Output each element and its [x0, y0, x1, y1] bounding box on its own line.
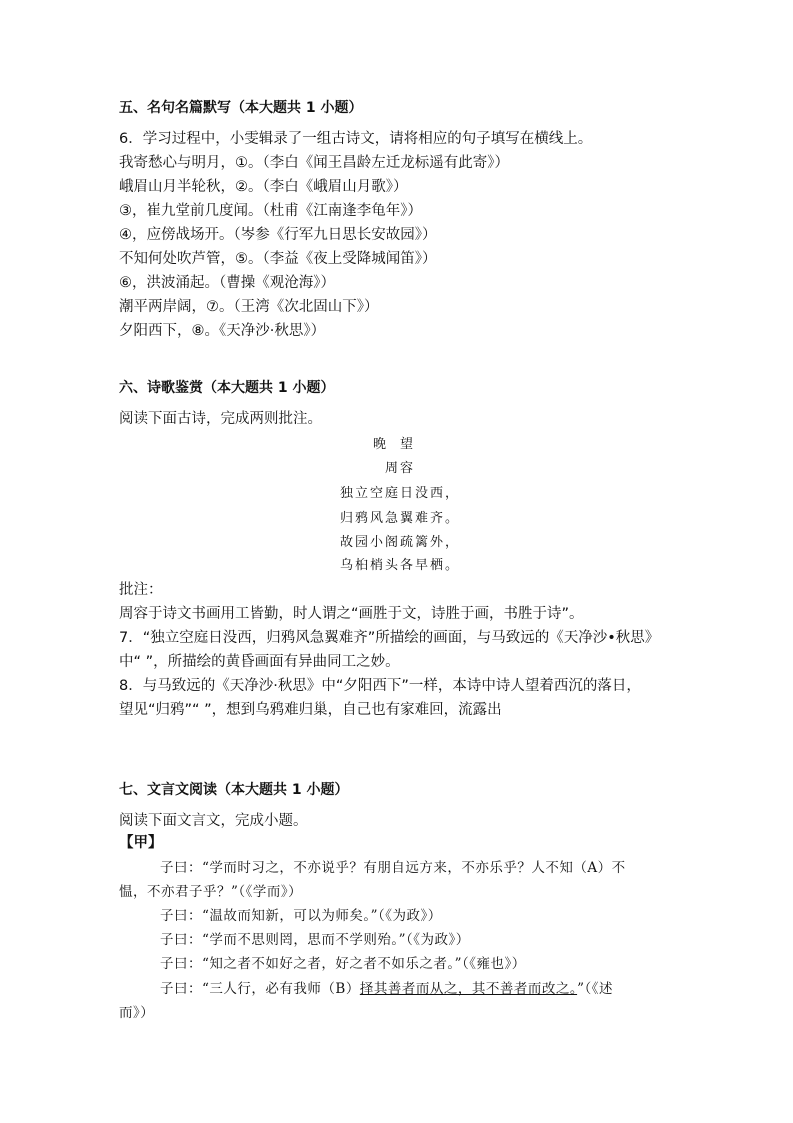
dictation-line-7: 潮平两岸阔，⑦。（王湾《次北固山下》）: [119, 299, 379, 315]
analects-line-6-start: 子曰：“三人行，必有我师（B）: [160, 981, 360, 997]
section-6-heading: 六、诗歌鉴赏（本大题共 1 小题）: [119, 380, 335, 396]
question-8-line-2: 望见“归鸦”“ ”，想到乌鸦难归巢，自己也有家难回，流露出: [119, 702, 502, 718]
question-8-line-1: 8．与马致远的《天净沙·秋思》中“夕阳西下”一样，本诗中诗人望着西沉的落日，: [119, 678, 641, 694]
part-jia-label: 【甲】: [119, 835, 163, 851]
question-7-line-2: 中“ ”，所描绘的黄昏画面有异曲同工之妙。: [119, 654, 400, 670]
dictation-line-2: 峨眉山月半轮秋，②。（李白《峨眉山月歌》）: [119, 179, 408, 195]
question-6-prompt: 6．学习过程中，小雯辑录了一组古诗文，请将相应的句子填写在横线上。: [119, 131, 593, 147]
dictation-line-3: ③，崔九堂前几度闻。（杜甫《江南逢李龟年》）: [119, 203, 422, 219]
poem-line-3: 故园小阁疏篱外，: [339, 535, 460, 550]
poem-title: 晚望: [372, 437, 427, 452]
analects-line-4: 子曰：“学而不思则罔，思而不学则殆。”（《为政》）: [160, 932, 470, 948]
poem-author: 周容: [384, 461, 415, 476]
poem-line-1: 独立空庭日没西，: [339, 486, 460, 501]
analects-line-6-end: ”（《述: [577, 981, 613, 997]
poem-line-4: 乌桕梢头各早栖。: [339, 558, 460, 573]
dictation-line-5: 不知何处吹芦管，⑤。（李益《夜上受降城闻笛》）: [119, 251, 437, 267]
analects-line-7: 而》）: [119, 1005, 155, 1021]
poem-line-2: 归鸦风急翼难齐。: [339, 511, 460, 526]
question-7-line-1: 7．“独立空庭日没西，归鸦风急翼难齐”所描绘的画面，与马致远的《天净沙•秋思》: [119, 630, 660, 646]
analects-line-1: 子曰：“学而时习之，不亦说乎？有朋自远方来，不亦乐乎？人不知（A）不: [160, 860, 626, 876]
annotation-text: 周容于诗文书画用工皆勤，时人谓之“画胜于文，诗胜于画，书胜于诗”。: [119, 606, 584, 622]
annotation-label: 批注：: [119, 582, 163, 598]
analects-line-5: 子曰：“知之者不如好之者，好之者不如乐之者。”（《雍也》）: [160, 956, 526, 972]
section-7-intro: 阅读下面文言文，完成小题。: [119, 813, 308, 829]
analects-line-2: 愠，不亦君子乎？”（《学而》）: [119, 884, 303, 900]
dictation-line-1: 我寄愁心与明月，①。（李白《闻王昌龄左迁龙标遥有此寄》）: [119, 155, 509, 171]
section-7-heading: 七、文言文阅读（本大题共 1 小题）: [119, 782, 349, 798]
dictation-line-4: ④，应傍战场开。（岑参《行军九日思长安故园》）: [119, 227, 437, 243]
section-6-intro: 阅读下面古诗，完成两则批注。: [119, 411, 322, 427]
section-5-heading: 五、名句名篇默写（本大题共 1 小题）: [119, 100, 363, 116]
dictation-line-8: 夕阳西下，⑧。《天净沙·秋思》）: [119, 323, 326, 339]
analects-line-6: [160, 979, 613, 999]
dictation-line-6: ⑥，洪波涌起。（曹操《观沧海》）: [119, 275, 335, 291]
analects-line-3: 子曰：“温故而知新，可以为师矣。”（《为政》）: [160, 908, 442, 924]
underlined-sentence: 择其善者而从之，其不善者而改之。: [359, 981, 578, 997]
